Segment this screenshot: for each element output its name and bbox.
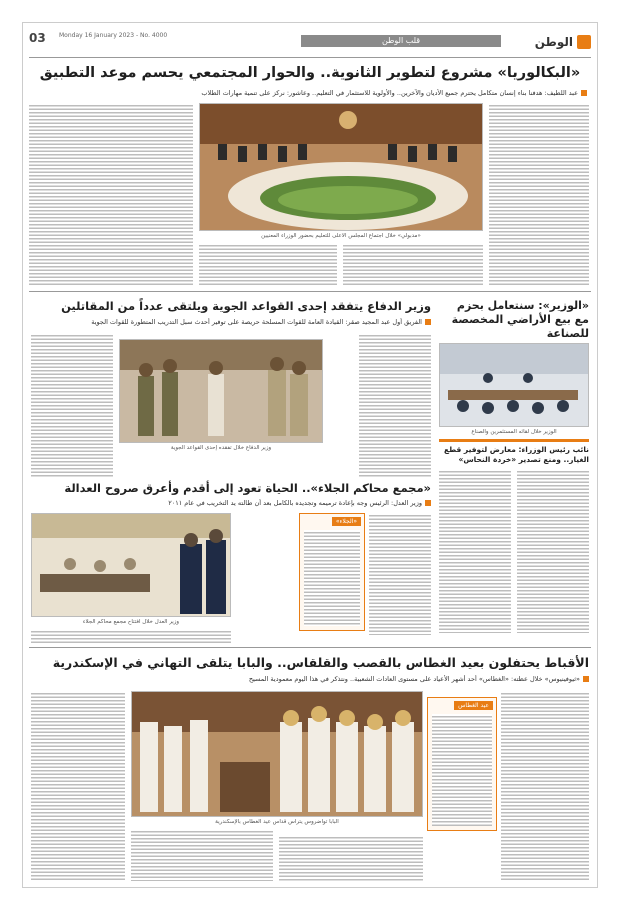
story5-body-col1 [501, 691, 589, 881]
story4-side-box [299, 513, 365, 631]
story5-caption: البابا تواضروس يترأس قداس عيد الغطاس بالإسكندرية [215, 819, 339, 825]
story4-subhead-text: وزير العدل: الرئيس وجه بإعادة ترميمه وتجديده بالكامل بعد أن طالته يد التخريب في عام ٢٠١١ [168, 499, 422, 507]
military-visit-illustration [119, 340, 322, 443]
story1-subhead-text: عبد اللطيف: هدفنا بناء إنسان متكامل يحترم جميع الأديان والآخرين.. والأولوية للاستثمار في التعليم.. وعاشور: نركز على تنمية مهارات الطلاب [201, 89, 578, 97]
story2-photo [119, 339, 323, 443]
story2-headline: وزير الدفاع يتفقد إحدى القواعد الجوية ويلتقى عدداً من المقاتلين [61, 299, 431, 313]
industry-meeting-illustration [439, 344, 588, 427]
story4-caption: وزير العدل خلال افتتاح مجمع محاكم الجلاء [82, 619, 180, 625]
divider [29, 647, 591, 648]
story3-body-col2 [439, 469, 511, 633]
story1-body-col4 [29, 103, 193, 287]
story3-body-col1 [517, 469, 589, 633]
story5-body-col3 [279, 835, 423, 881]
story5-subhead [31, 675, 589, 683]
brand-name: الوطن [534, 35, 573, 49]
courthouse-illustration [31, 514, 230, 617]
story1-caption: «مدبولي» خلال اجتماع المجلس الأعلى للتعليم بحضور الوزراء المعنيين [261, 233, 421, 239]
story1-headline: «البكالوريا» مشروع لتطوير الثانوية.. والحوار المجتمعي يحسم موعد التطبيق [39, 65, 581, 81]
story5-subhead-text: «ثيوفينيوس» خلال عظته: «الغطاس» أحد أشهر الأعياد على مستوى العادات الشعبية.. ونتذكر في هذا اليوم معمودية المسيح [248, 675, 580, 683]
story5-box-text [432, 714, 492, 826]
section-title: قلب الوطن [301, 35, 501, 47]
bullet-icon [583, 676, 589, 682]
newspaper-page [22, 22, 598, 888]
brand [535, 31, 591, 53]
story5-box-tag: عيد الغطاس [454, 701, 493, 710]
story2-subhead [31, 318, 431, 326]
story4-body-col2 [31, 629, 231, 643]
story3-headline: «الوزير»: سنتعامل بحزم مع بيع الأراضي المخصصة للصناعة [451, 299, 589, 340]
story5-body-col4 [31, 691, 125, 881]
story4-box-text [304, 530, 360, 626]
story2-body-col2 [31, 333, 113, 477]
bullet-icon [425, 319, 431, 325]
story1-body-col1 [489, 103, 589, 287]
divider [29, 291, 591, 292]
church-mass-illustration [131, 692, 422, 817]
page-header [29, 31, 591, 53]
accent-bar [439, 439, 589, 442]
story2-caption: وزير الدفاع خلال تفقده إحدى القواعد الجوية [170, 445, 272, 451]
story3-subhead: نائب رئيس الوزراء: معارض لتوفير قطع الغيار.. ومنع تصدير «خردة النحاس» [443, 445, 589, 464]
story2-body-col1 [359, 333, 431, 477]
story5-side-box [427, 697, 497, 831]
story4-subhead [31, 499, 431, 507]
brand-logo-icon [577, 35, 591, 49]
story1-photo [199, 103, 483, 231]
story4-box-tag: «الجلاء» [332, 517, 361, 526]
bullet-icon [425, 500, 431, 506]
meeting-room-illustration [199, 104, 482, 231]
story2-subhead-text: الفريق أول عبد المجيد صقر: القيادة العامة للقوات المسلحة حريصة على توفير أحدث سبل التدريب المتطورة للقوات الجوية [91, 318, 422, 326]
story3-photo [439, 343, 589, 427]
header-rule [29, 57, 591, 58]
date-line: Monday 16 January 2023 - No. 4000 [59, 32, 168, 39]
story5-body-col2 [131, 829, 273, 881]
story4-body-col1 [369, 513, 431, 635]
story3-caption: الوزير خلال لقائه المستثمرين والصناع [471, 429, 557, 435]
story1-body-col2 [343, 243, 483, 287]
story1-subhead [33, 89, 587, 97]
bullet-icon [581, 90, 587, 96]
story5-photo [131, 691, 423, 817]
page-number: 03 [29, 31, 46, 45]
story4-headline: «مجمع محاكم الجلاء».. الحياة تعود إلى أقدم وأعرق صروح العدالة [64, 481, 431, 495]
story4-photo [31, 513, 231, 617]
story5-headline: الأقباط يحتفلون بعيد الغطاس بالقصب والقلقاس.. والبابا يتلقى التهاني في الإسكندرية [52, 655, 589, 670]
story1-body-col3 [199, 243, 337, 287]
